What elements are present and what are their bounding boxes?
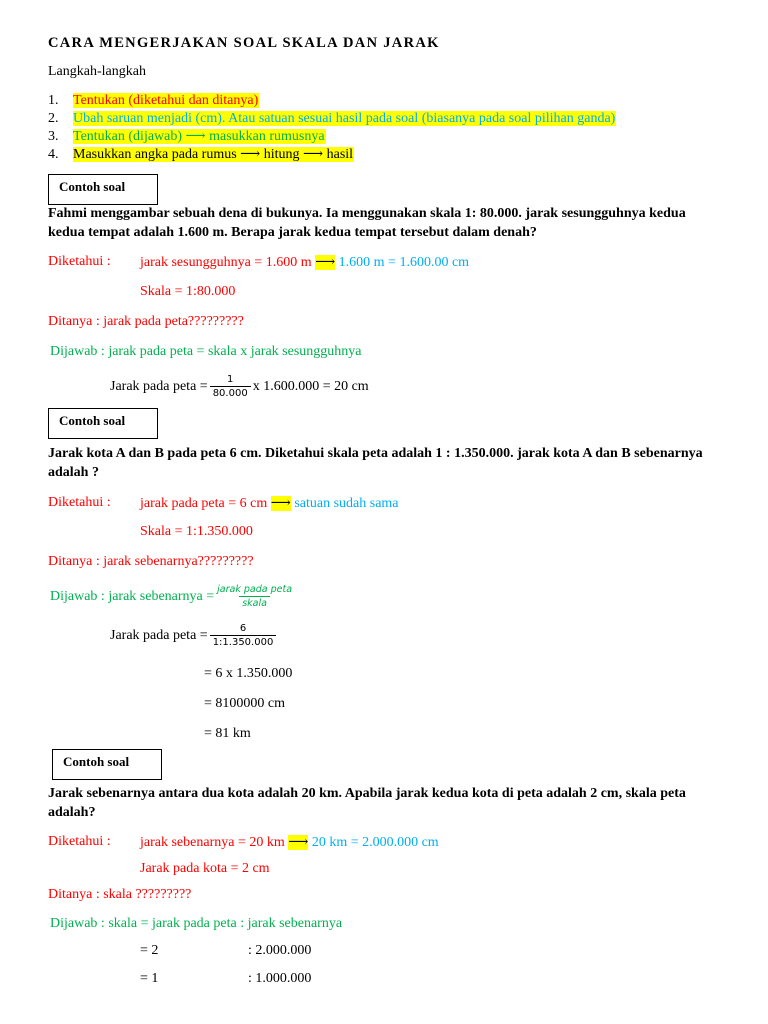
fraction-1: $\frac{1}{80.000}$ [210,373,251,400]
diketahui-label-2: Diketahui : [48,495,111,510]
fraction-2: $\frac{6}{1:1.350.000}$ [210,622,277,649]
calc-2-step-2: = 8100000 cm [204,696,285,711]
known-2-distance: jarak pada peta = 6 cm ⟶ satuan sudah sama [140,496,399,511]
steps-list [48,92,616,164]
example-box-1: Contoh soal [48,174,158,205]
page-title: CARA MENGERJAKAN SOAL SKALA DAN JARAK [48,35,440,51]
list-item: 1. Tentukan (diketahui dan ditanya) [48,93,259,108]
example-box-3: Contoh soal [52,749,162,780]
question-1-line-1: Fahmi menggambar sebuah dena di bukunya. Ia menggunakan skala 1: 80.000. jarak sesungguhnya kedua [48,206,686,221]
ratio-1-left: = 2 [140,943,159,958]
arrow-icon: ⟶ [315,255,336,270]
example-box-2: Contoh soal [48,408,158,439]
question-2-line-1: Jarak kota A dan B pada peta 6 cm. Diketahui skala peta adalah 1 : 1.350.000. jarak kota A dan B sebenarnya [48,446,703,461]
dijawab-2: Dijawab : jarak sebenarnya = $\frac{\text{jarak pada peta}}{\text{skala}}$ [50,583,295,610]
dijawab-1: Dijawab : jarak pada peta = skala x jarak sesungguhnya [50,344,362,359]
known-1-scale: Skala = 1:80.000 [140,284,236,299]
ditanya-2: Ditanya : jarak sebenarnya????????? [48,554,254,569]
ratio-2-right: : 1.000.000 [248,971,312,986]
calc-1: Jarak pada peta = $\frac{1}{80.000}$ x 1.600.000 = 20 cm [110,374,369,399]
steps-heading: Langkah-langkah [48,64,146,79]
ratio-1-right: : 2.000.000 [248,943,312,958]
arrow-icon: ⟶ [270,496,291,511]
known-3-map-distance: Jarak pada kota = 2 cm [140,861,270,876]
ditanya-1: Ditanya : jarak pada peta????????? [48,314,244,329]
ratio-2-left: = 1 [140,971,159,986]
diketahui-label-1: Diketahui : [48,254,111,269]
question-3-line-1: Jarak sebenarnya antara dua kota adalah 20 km. Apabila jarak kedua kota di peta adalah 2 cm, skala peta [48,786,686,801]
question-2-line-2: adalah ? [48,465,99,480]
calc-2-step-3: = 81 km [204,726,251,741]
ditanya-3: Ditanya : skala ????????? [48,887,192,902]
formula-fraction: $\frac{\text{jarak pada peta}}{\text{skala}}$ [217,584,293,609]
calc-2-step-1: = 6 x 1.350.000 [204,666,293,681]
question-3-line-2: adalah? [48,805,96,820]
list-item: 2. Ubah saruan menjadi (cm). Atau satuan sesuai hasil pada soal (biasanya pada soal pilihan ganda) [48,111,616,126]
diketahui-label-3: Diketahui : [48,834,111,849]
known-2-scale: Skala = 1:1.350.000 [140,524,253,539]
list-item: 4. Masukkan angka pada rumus ⟶ hitung ⟶ hasil [48,147,354,162]
list-item: 3. Tentukan (dijawab) ⟶ masukkan rumusnya [48,129,325,144]
known-1-distance: jarak sesungguhnya = 1.600 m ⟶ 1.600 m = 1.600.00 cm [140,255,470,270]
known-3-distance: jarak sebenarnya = 20 km ⟶ 20 km = 2.000.000 cm [140,835,439,850]
arrow-icon: ⟶ [288,835,309,850]
question-1-line-2: kedua tempat adalah 1.600 m. Berapa jarak kedua tempat tersebut dalam denah? [48,225,537,240]
dijawab-3: Dijawab : skala = jarak pada peta : jarak sebenarnya [50,916,343,931]
calc-2: Jarak pada peta = $\frac{6}{1:1.350.000}$ [110,622,278,649]
